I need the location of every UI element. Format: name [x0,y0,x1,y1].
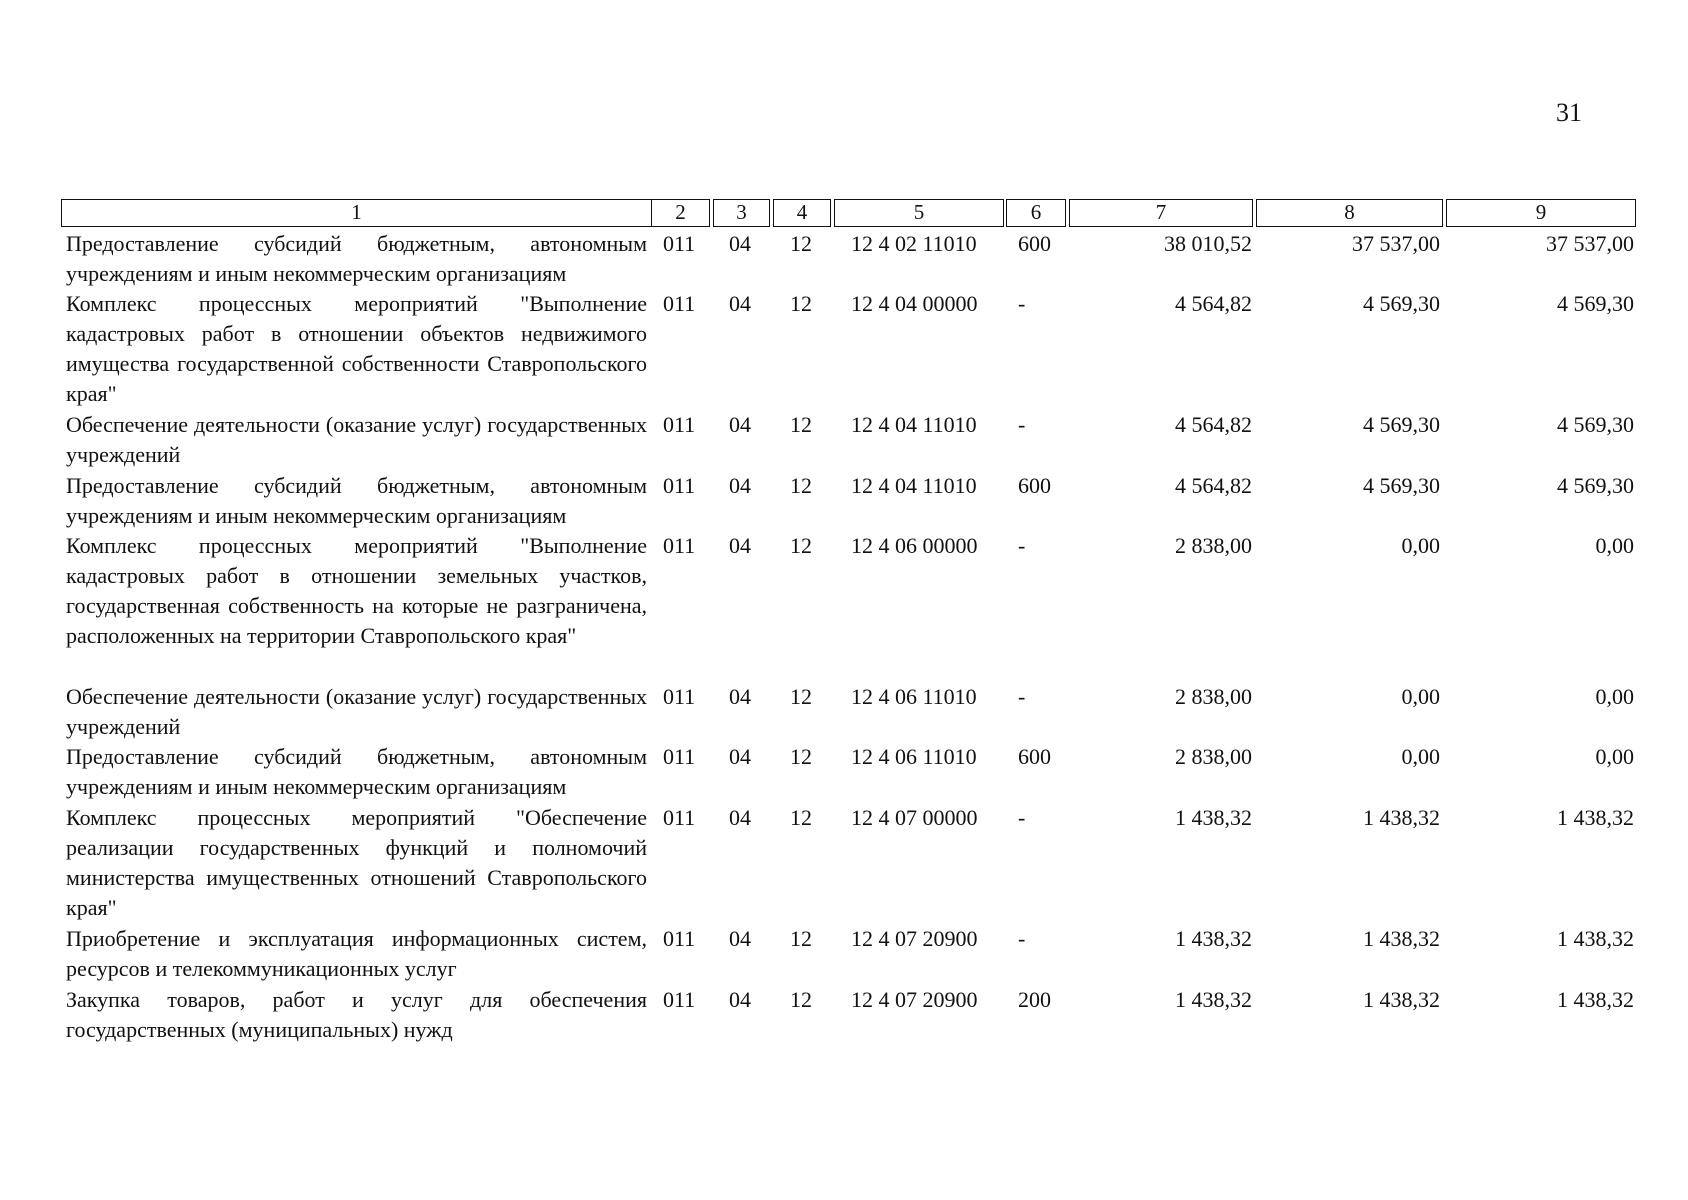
cell-subsection-code: 12 [790,744,812,769]
cell-expense-type: 600 [1018,473,1051,498]
cell-amount-col7: 2 838,00 [1175,744,1252,769]
cell-expense-type: - [1018,291,1026,316]
cell-expense-type: - [1018,684,1026,709]
cell-amount-col9: 1 438,32 [1557,805,1634,830]
cell-section-code: 04 [729,291,751,316]
cell-subsection-code: 12 [790,291,812,316]
cell-amount-col8: 4 569,30 [1363,412,1440,437]
cell-section-code: 04 [729,473,751,498]
cell-section-code: 04 [729,805,751,830]
cell-target-article: 12 4 04 11010 [851,412,977,437]
row-description: Предоставление субсидий бюджетным, автономным учреждениям и иным некоммерческим организациям [66,473,647,528]
table-row [0,924,1688,985]
cell-amount-col9: 1 438,32 [1557,987,1634,1012]
header-col-8: 8 [1256,199,1443,227]
row-description: Комплекс процессных мероприятий "Обеспечение реализации государственных функций и полномочий министерства имущественных отношений Ставропольского края" [66,805,647,920]
cell-amount-col7: 4 564,82 [1175,473,1252,498]
cell-expense-type: - [1018,412,1026,437]
cell-amount-col7: 38 010,52 [1164,231,1252,256]
cell-amount-col7: 1 438,32 [1175,926,1252,951]
cell-expense-type: - [1018,805,1026,830]
row-description: Приобретение и эксплуатация информационных систем, ресурсов и телекоммуникационных услуг [66,926,647,981]
cell-amount-col8: 1 438,32 [1363,926,1440,951]
page-number: 31 [1556,98,1582,127]
cell-subsection-code: 12 [790,684,812,709]
cell-ministry-code: 011 [663,231,696,256]
cell-expense-type: - [1018,926,1026,951]
cell-amount-col9: 37 537,00 [1546,231,1634,256]
cell-amount-col8: 1 438,32 [1363,987,1440,1012]
cell-section-code: 04 [729,412,751,437]
table-row [0,531,1688,682]
cell-subsection-code: 12 [790,412,812,437]
cell-amount-col8: 0,00 [1401,533,1440,558]
cell-subsection-code: 12 [790,473,812,498]
table-row [0,229,1688,289]
cell-amount-col8: 4 569,30 [1363,291,1440,316]
cell-target-article: 12 4 04 11010 [851,473,977,498]
cell-target-article: 12 4 06 11010 [851,744,977,769]
cell-target-article: 12 4 02 11010 [851,231,977,256]
row-description: Предоставление субсидий бюджетным, автономным учреждениям и иным некоммерческим организациям [66,744,647,799]
cell-subsection-code: 12 [790,231,812,256]
cell-section-code: 04 [729,926,751,951]
cell-target-article: 12 4 07 00000 [851,805,978,830]
cell-ministry-code: 011 [663,744,696,769]
header-col-2: 2 [651,199,710,227]
cell-ministry-code: 011 [663,684,696,709]
cell-subsection-code: 12 [790,805,812,830]
row-description: Комплекс процессных мероприятий "Выполнение кадастровых работ в отношении объектов недвижимого имущества государственной собственности Ставропольского края" [66,291,647,406]
cell-amount-col8: 0,00 [1401,744,1440,769]
cell-ministry-code: 011 [663,805,696,830]
cell-amount-col9: 4 569,30 [1557,291,1634,316]
cell-ministry-code: 011 [663,291,696,316]
cell-amount-col8: 4 569,30 [1363,473,1440,498]
cell-subsection-code: 12 [790,533,812,558]
cell-amount-col8: 0,00 [1401,684,1440,709]
cell-amount-col9: 0,00 [1595,684,1634,709]
header-col-3: 3 [713,199,770,227]
row-description: Закупка товаров, работ и услуг для обеспечения государственных (муниципальных) нужд [66,987,647,1042]
cell-amount-col9: 4 569,30 [1557,473,1634,498]
row-description: Обеспечение деятельности (оказание услуг) государственных учреждений [66,684,647,739]
table-row [0,682,1688,742]
cell-section-code: 04 [729,684,751,709]
cell-amount-col7: 1 438,32 [1175,987,1252,1012]
table-row [0,742,1688,803]
cell-target-article: 12 4 04 00000 [851,291,978,316]
cell-amount-col7: 4 564,82 [1175,291,1252,316]
header-col-9: 9 [1446,199,1636,227]
cell-amount-col8: 1 438,32 [1363,805,1440,830]
cell-expense-type: - [1018,533,1026,558]
table-row [0,985,1688,1045]
cell-target-article: 12 4 07 20900 [851,926,978,951]
table-row [0,289,1688,410]
cell-target-article: 12 4 06 11010 [851,684,977,709]
cell-section-code: 04 [729,533,751,558]
cell-section-code: 04 [729,987,751,1012]
cell-target-article: 12 4 06 00000 [851,533,978,558]
header-col-4: 4 [773,199,831,227]
row-description: Обеспечение деятельности (оказание услуг) государственных учреждений [66,412,647,467]
cell-section-code: 04 [729,744,751,769]
cell-ministry-code: 011 [663,987,696,1012]
cell-amount-col9: 4 569,30 [1557,412,1634,437]
header-col-6: 6 [1006,199,1066,227]
row-description: Комплекс процессных мероприятий "Выполнение кадастровых работ в отношении земельных участков, государственная собственность на которые не разграничена, расположенных на территории Ставропольского края" [66,533,647,648]
cell-amount-col7: 4 564,82 [1175,412,1252,437]
table-body [0,229,1688,1045]
cell-expense-type: 200 [1018,987,1051,1012]
cell-section-code: 04 [729,231,751,256]
table-row [0,803,1688,924]
table-row [0,471,1688,531]
header-col-5: 5 [834,199,1004,227]
cell-ministry-code: 011 [663,533,696,558]
cell-amount-col9: 0,00 [1595,533,1634,558]
cell-ministry-code: 011 [663,412,696,437]
cell-amount-col7: 2 838,00 [1175,533,1252,558]
header-col-1: 1 [61,199,652,227]
cell-amount-col9: 1 438,32 [1557,926,1634,951]
cell-amount-col8: 37 537,00 [1352,231,1440,256]
cell-ministry-code: 011 [663,473,696,498]
cell-ministry-code: 011 [663,926,696,951]
cell-target-article: 12 4 07 20900 [851,987,978,1012]
cell-amount-col7: 2 838,00 [1175,684,1252,709]
header-col-7: 7 [1069,199,1253,227]
cell-subsection-code: 12 [790,987,812,1012]
cell-subsection-code: 12 [790,926,812,951]
cell-amount-col9: 0,00 [1595,744,1634,769]
table-row [0,410,1688,471]
cell-expense-type: 600 [1018,231,1051,256]
cell-amount-col7: 1 438,32 [1175,805,1252,830]
row-description: Предоставление субсидий бюджетным, автономным учреждениям и иным некоммерческим организациям [66,231,647,286]
cell-expense-type: 600 [1018,744,1051,769]
